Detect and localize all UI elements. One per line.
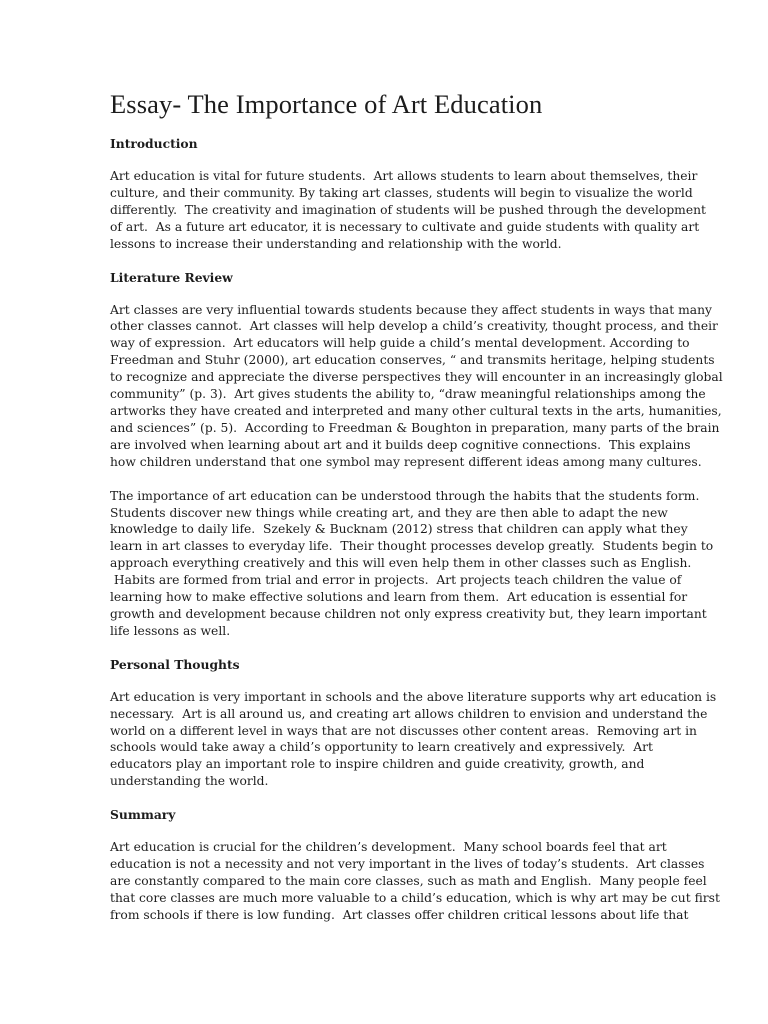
paragraph bbox=[110, 302, 723, 471]
paragraph-line: Habits are formed from trial and error in projects. Art projects teach children the value of bbox=[110, 573, 682, 588]
paragraph-line: world on a different level in ways that are not discusses other content areas. Removing art in bbox=[110, 723, 697, 738]
paragraph-line: growth and development because children not only express creativity but, they learn important bbox=[110, 606, 707, 621]
paragraph-line: educators play an important role to inspire children and guide creativity, growth, and bbox=[110, 757, 645, 772]
document-page bbox=[110, 88, 723, 941]
paragraph-line: lessons to increase their understanding and relationship with the world. bbox=[110, 236, 562, 251]
paragraph-line: are constantly compared to the main core classes, such as math and English. Many people feel bbox=[110, 874, 707, 888]
paragraph-line: of art. As a future art educator, it is necessary to cultivate and guide students with quality art bbox=[110, 219, 700, 234]
section-heading: Literature Review bbox=[110, 269, 233, 285]
paragraph-line: knowledge to daily life. Szekely & Bucknam (2012) stress that children can apply what they bbox=[110, 522, 688, 537]
paragraph-line: from schools if there is low funding. Art classes offer children critical lessons about life that bbox=[110, 907, 689, 922]
section-heading: Summary bbox=[110, 807, 176, 823]
paragraph-line: approach everything creatively and this will even help them in other classes such as English. bbox=[110, 556, 692, 571]
paragraph-line: and sciences” (p. 5). According to Freedman & Boughton in preparation, many parts of the brain bbox=[110, 420, 720, 435]
paragraph-line: Students discover new things while creating art, and they are then able to adapt the new bbox=[110, 505, 668, 520]
document-title: Essay- The Importance of Art Education bbox=[110, 89, 543, 119]
document-body bbox=[110, 136, 723, 924]
paragraph-line: education is not a necessity and not very important in the lives of today’s students. Art classes bbox=[110, 857, 705, 872]
paragraph-line: artworks they have created and interpreted and many other cultural texts in the arts, humanities, bbox=[110, 403, 722, 418]
paragraph-line: how children understand that one symbol may represent different ideas among many cultures. bbox=[110, 454, 702, 469]
section-heading: Personal Thoughts bbox=[110, 656, 240, 672]
paragraph bbox=[110, 689, 717, 790]
paragraph-line: life lessons as well. bbox=[110, 623, 231, 638]
paragraph bbox=[110, 168, 710, 253]
paragraph bbox=[110, 839, 720, 924]
paragraph-line: Art classes are very influential towards students because they affect students in ways that many bbox=[110, 302, 712, 317]
paragraph-line: Freedman and Stuhr (2000), art education conserves, “ and transmits heritage, helping students bbox=[110, 353, 715, 368]
paragraph-line: Art education is very important in schools and the above literature supports why art education is bbox=[110, 689, 717, 704]
paragraph-line: other classes cannot. Art classes will help develop a child’s creativity, thought process, and their bbox=[110, 319, 718, 334]
paragraph-line: community” (p. 3). Art gives students the ability to, “draw meaningful relationships among the bbox=[110, 387, 706, 402]
paragraph-line: necessary. Art is all around us, and creating art allows children to envision and understand the bbox=[110, 706, 708, 721]
paragraph-line: that core classes are much more valuable to a child’s education, which is why art may be cut first bbox=[110, 890, 720, 905]
paragraph-line: are involved when learning about art and it builds deep cognitive connections. This explains bbox=[110, 437, 691, 452]
paragraph-line: Art education is vital for future students. Art allows students to learn about themselves, their bbox=[110, 169, 698, 183]
section-heading: Introduction bbox=[110, 136, 198, 151]
paragraph-line: to recognize and appreciate the diverse perspectives they will encounter in an increasingly global bbox=[110, 370, 723, 385]
paragraph-line: Art education is crucial for the children’s development. Many school boards feel that art bbox=[110, 840, 667, 855]
paragraph-line: way of expression. Art educators will help guide a child’s mental development. According to bbox=[110, 336, 690, 351]
paragraph-line: learning how to make effective solutions and learn from them. Art education is essential for bbox=[110, 590, 688, 605]
paragraph-line: learn in art classes to everyday life. Their thought processes develop greatly. Students begin to bbox=[110, 539, 714, 554]
paragraph-line: schools would take away a child’s opportunity to learn creatively and expressively. Art bbox=[110, 740, 653, 755]
paragraph-line: understanding the world. bbox=[110, 774, 269, 789]
paragraph-line: The importance of art education can be understood through the habits that the students form. bbox=[110, 488, 700, 503]
paragraph bbox=[110, 488, 714, 640]
paragraph-line: differently. The creativity and imagination of students will be pushed through the development bbox=[110, 202, 706, 217]
paragraph-line: culture, and their community. By taking art classes, students will begin to visualize the world bbox=[110, 185, 693, 200]
